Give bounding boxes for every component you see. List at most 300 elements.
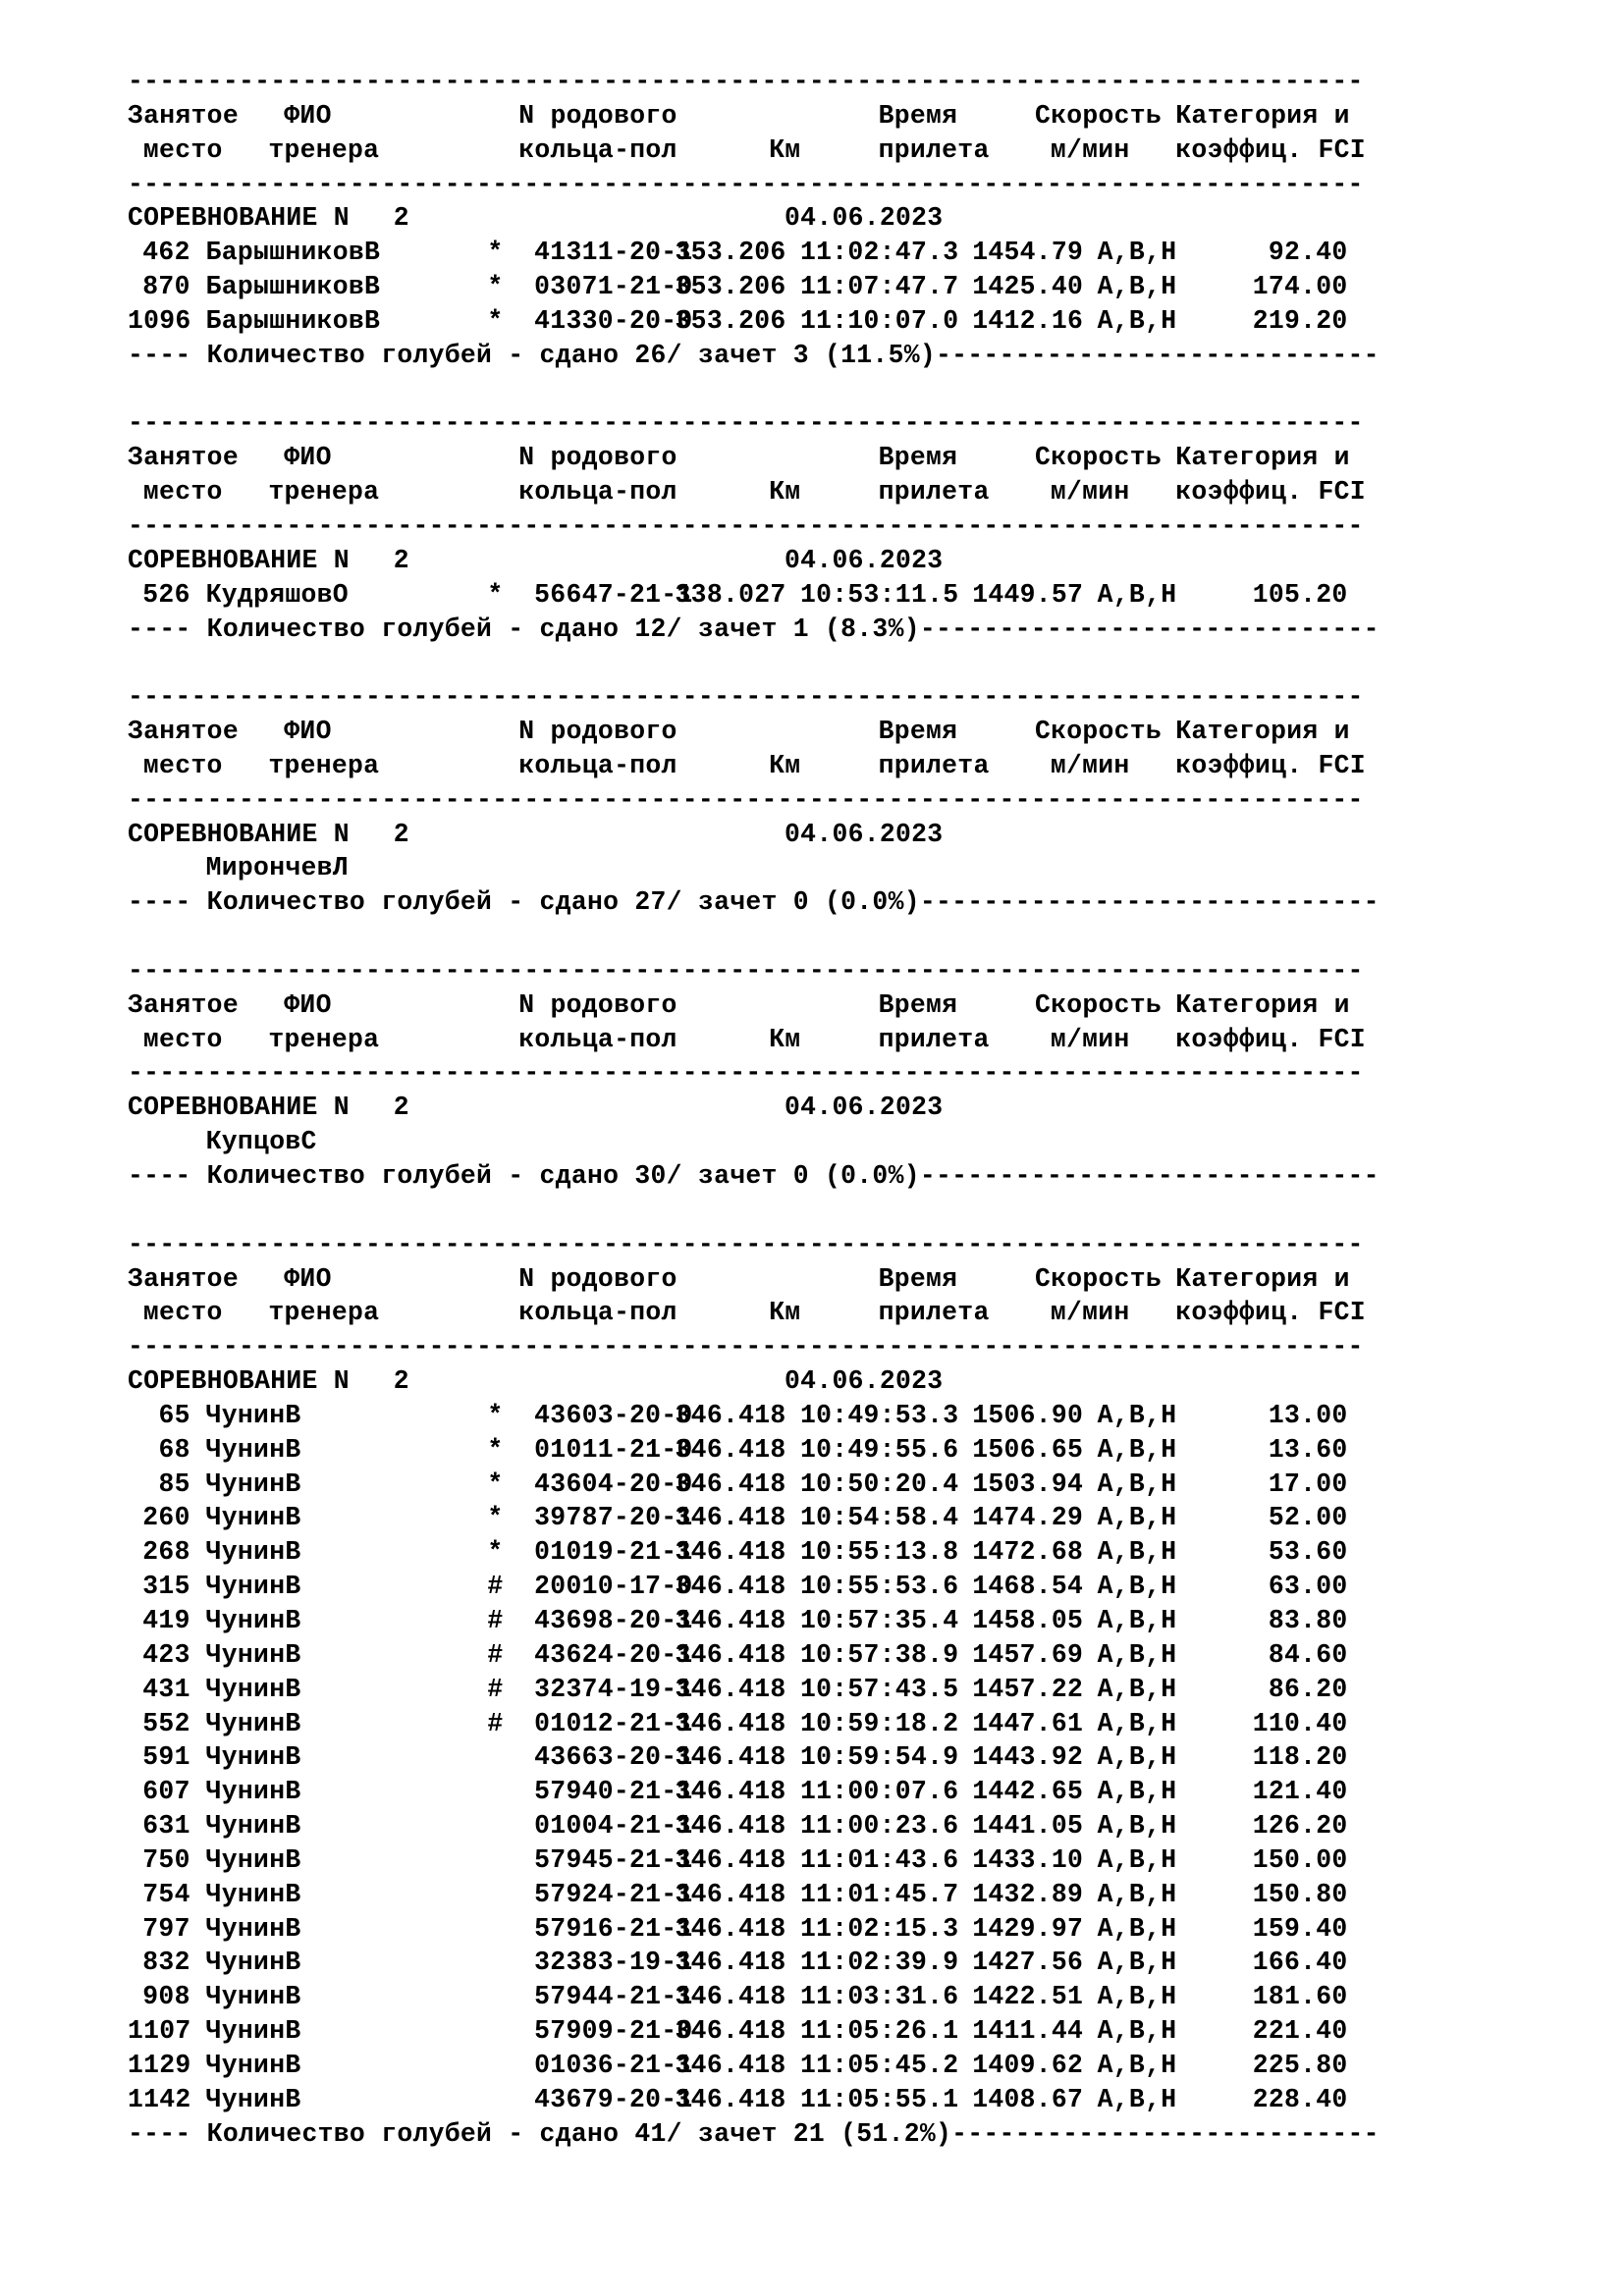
table-row [128, 2014, 1600, 2049]
table-row [128, 1878, 1600, 1912]
column-header: кольца-пол [518, 750, 677, 780]
table-row [128, 1604, 1600, 1638]
time-cell: 10:59:18.2 [799, 1708, 959, 1738]
coef-cell: 228.40 [1252, 2084, 1348, 2114]
ring-cell: 01012-21-1 [534, 1708, 693, 1738]
summary-footer: ---- Количество голубей - сдано 12/ зачет 1 (8.3%)----------------------------- [128, 614, 1380, 644]
speed-cell: 1506.65 [972, 1434, 1084, 1465]
time-cell: 11:01:45.7 [799, 1879, 959, 1909]
table-row [128, 578, 1600, 613]
column-header: Км [769, 1298, 801, 1328]
mark-cell: * [487, 1537, 504, 1568]
mark-cell: # [487, 1605, 504, 1635]
speed-cell: 1425.40 [972, 272, 1084, 302]
ring-cell: 01036-21-1 [534, 2050, 693, 2080]
speed-cell: 1503.94 [972, 1468, 1084, 1499]
table-header-row-2 [128, 475, 1600, 509]
place-cell: 260 [142, 1503, 190, 1533]
category-cell: А,В,Н [1097, 2016, 1177, 2047]
table-header-row-2 [128, 1023, 1600, 1057]
table-row [128, 1433, 1600, 1468]
speed-cell: 1443.92 [972, 1742, 1084, 1773]
separator-line: ------------------------------------------------------------------------------ [128, 682, 1364, 713]
km-cell: 346.418 [675, 1811, 786, 1842]
time-cell: 11:05:26.1 [799, 2016, 959, 2047]
competition-date: 04.06.2023 [785, 1093, 944, 1123]
km-cell: 346.418 [675, 1434, 786, 1465]
competition-number: 2 [393, 545, 409, 575]
speed-cell: 1422.51 [972, 1982, 1084, 2012]
coef-cell: 221.40 [1252, 2016, 1348, 2047]
column-header: Категория и [1175, 1263, 1350, 1294]
column-header: прилета [878, 1298, 990, 1328]
table-header-row-2 [128, 133, 1600, 168]
column-header: коэффиц. FCI [1175, 134, 1366, 165]
mark-cell: * [487, 305, 504, 336]
place-cell: 462 [142, 238, 190, 268]
table-row [128, 1673, 1600, 1707]
km-cell: 346.418 [675, 1674, 786, 1704]
column-header: прилета [878, 134, 990, 165]
trainer-cell: ЧунинВ [205, 1913, 301, 1944]
time-cell: 10:49:55.6 [799, 1434, 959, 1465]
blank-line [128, 373, 1600, 407]
column-header: место [142, 134, 223, 165]
table-header-row-1 [128, 715, 1600, 749]
column-header: коэффиц. FCI [1175, 750, 1366, 780]
speed-cell: 1411.44 [972, 2016, 1084, 2047]
time-cell: 11:01:43.6 [799, 1844, 959, 1875]
category-cell: А,В,Н [1097, 1434, 1177, 1465]
place-cell: 423 [142, 1639, 190, 1670]
km-cell: 346.418 [675, 1503, 786, 1533]
column-header: ФИО [284, 443, 332, 473]
competition-number: 2 [393, 819, 409, 849]
separator-line: ------------------------------------------------------------------------------ [128, 1229, 1364, 1259]
category-cell: А,В,Н [1097, 305, 1177, 336]
table-row [128, 270, 1600, 304]
column-header: Скорость [1034, 1263, 1163, 1294]
time-cell: 10:57:43.5 [799, 1674, 959, 1704]
column-header: кольца-пол [518, 1298, 677, 1328]
column-header: ФИО [284, 1263, 332, 1294]
speed-cell: 1412.16 [972, 305, 1084, 336]
column-header: Скорость [1034, 717, 1163, 747]
table-row [128, 304, 1600, 339]
mark-cell: * [487, 1468, 504, 1499]
category-cell: А,В,Н [1097, 1742, 1177, 1773]
column-header: Категория и [1175, 989, 1350, 1020]
coef-cell: 126.20 [1252, 1811, 1348, 1842]
table-row [128, 1535, 1600, 1570]
column-header: Категория и [1175, 100, 1350, 131]
ring-cell: 43604-20-0 [534, 1468, 693, 1499]
coef-cell: 13.00 [1268, 1400, 1348, 1430]
coef-cell: 13.60 [1268, 1434, 1348, 1465]
competition-number: 2 [393, 1093, 409, 1123]
category-cell: А,В,Н [1097, 238, 1177, 268]
place-cell: 431 [142, 1674, 190, 1704]
blank-line [128, 920, 1600, 954]
ring-cell: 41311-20-1 [534, 238, 693, 268]
time-cell: 10:55:13.8 [799, 1537, 959, 1568]
competition-label: СОРЕВНОВАНИЕ N [128, 819, 350, 849]
time-cell: 11:05:55.1 [799, 2084, 959, 2114]
time-cell: 11:10:07.0 [799, 305, 959, 336]
table-header-row-2 [128, 749, 1600, 783]
place-cell: 797 [142, 1913, 190, 1944]
column-header: Время [878, 989, 958, 1020]
column-header: м/мин [1050, 477, 1130, 507]
trainer-cell: ЧунинВ [205, 1742, 301, 1773]
column-header: место [142, 1024, 223, 1054]
column-header: Скорость [1034, 989, 1163, 1020]
table-row [128, 1501, 1600, 1535]
time-cell: 10:54:58.4 [799, 1503, 959, 1533]
mark-cell: # [487, 1572, 504, 1602]
speed-cell: 1441.05 [972, 1811, 1084, 1842]
ring-cell: 43679-20-1 [534, 2084, 693, 2114]
speed-cell: 1474.29 [972, 1503, 1084, 1533]
km-cell: 353.206 [675, 272, 786, 302]
competition-line [128, 544, 1600, 578]
trainer-cell: ЧунинВ [205, 1982, 301, 2012]
column-header: Км [769, 750, 801, 780]
coef-cell: 225.80 [1252, 2050, 1348, 2080]
coef-cell: 159.40 [1252, 1913, 1348, 1944]
ring-cell: 57945-21-1 [534, 1844, 693, 1875]
category-cell: А,В,Н [1097, 1879, 1177, 1909]
trainer-cell: ЧунинВ [205, 1777, 301, 1807]
column-header: Км [769, 134, 801, 165]
column-header: ФИО [284, 717, 332, 747]
ring-cell: 57944-21-1 [534, 1982, 693, 2012]
km-cell: 346.418 [675, 2050, 786, 2080]
km-cell: 346.418 [675, 1844, 786, 1875]
table-row [128, 1843, 1600, 1878]
column-header: коэффиц. FCI [1175, 1024, 1366, 1054]
table-row [128, 1707, 1600, 1741]
column-header: Км [769, 1024, 801, 1054]
km-cell: 346.418 [675, 1742, 786, 1773]
column-header: прилета [878, 750, 990, 780]
time-cell: 10:49:53.3 [799, 1400, 959, 1430]
trainer-row [128, 851, 1600, 885]
place-cell: 268 [142, 1537, 190, 1568]
competition-line [128, 1091, 1600, 1125]
ring-cell: 43624-20-1 [534, 1639, 693, 1670]
place-cell: 65 [158, 1400, 190, 1430]
trainer-row [128, 1125, 1600, 1159]
trainer-cell: ЧунинВ [205, 1708, 301, 1738]
table-row [128, 1775, 1600, 1809]
place-cell: 631 [142, 1811, 190, 1842]
competition-number: 2 [393, 203, 409, 234]
km-cell: 346.418 [675, 1777, 786, 1807]
separator-line: ------------------------------------------------------------------------------ [128, 408, 1364, 439]
place-cell: 419 [142, 1605, 190, 1635]
separator-line: ------------------------------------------------------------------------------ [128, 955, 1364, 986]
column-header: Скорость [1034, 443, 1163, 473]
km-cell: 346.418 [675, 1879, 786, 1909]
time-cell: 11:00:23.6 [799, 1811, 959, 1842]
mark-cell: * [487, 1434, 504, 1465]
speed-cell: 1468.54 [972, 1572, 1084, 1602]
table-header-row-2 [128, 1296, 1600, 1330]
column-header: кольца-пол [518, 477, 677, 507]
column-header: Время [878, 443, 958, 473]
km-cell: 346.418 [675, 1605, 786, 1635]
summary-footer: ---- Количество голубей - сдано 41/ зачет 21 (51.2%)--------------------------- [128, 2118, 1380, 2149]
trainer-cell: ЧунинВ [205, 1605, 301, 1635]
km-cell: 346.418 [675, 1708, 786, 1738]
column-header: м/мин [1050, 750, 1130, 780]
column-header: Время [878, 100, 958, 131]
coef-cell: 92.40 [1268, 238, 1348, 268]
column-header: Время [878, 1263, 958, 1294]
coef-cell: 181.60 [1252, 1982, 1348, 2012]
column-header: место [142, 477, 223, 507]
speed-cell: 1457.22 [972, 1674, 1084, 1704]
km-cell: 346.418 [675, 1639, 786, 1670]
blank-line [128, 1194, 1600, 1228]
place-cell: 68 [158, 1434, 190, 1465]
km-cell: 338.027 [675, 579, 786, 610]
competition-line [128, 1364, 1600, 1399]
ring-cell: 56647-21-1 [534, 579, 693, 610]
trainer-cell: БарышниковВ [205, 305, 381, 336]
coef-cell: 63.00 [1268, 1572, 1348, 1602]
coef-cell: 121.40 [1252, 1777, 1348, 1807]
coef-cell: 174.00 [1252, 272, 1348, 302]
place-cell: 591 [142, 1742, 190, 1773]
competition-label: СОРЕВНОВАНИЕ N [128, 545, 350, 575]
time-cell: 11:00:07.6 [799, 1777, 959, 1807]
table-row [128, 2049, 1600, 2083]
column-header: коэффиц. FCI [1175, 1298, 1366, 1328]
time-cell: 10:50:20.4 [799, 1468, 959, 1499]
table-row [128, 2083, 1600, 2117]
competition-label: СОРЕВНОВАНИЕ N [128, 1366, 350, 1397]
coef-cell: 110.40 [1252, 1708, 1348, 1738]
summary-footer: ---- Количество голубей - сдано 27/ зачет 0 (0.0%)----------------------------- [128, 887, 1380, 918]
category-cell: А,В,Н [1097, 1639, 1177, 1670]
competition-date: 04.06.2023 [785, 545, 944, 575]
table-row [128, 1980, 1600, 2014]
ring-cell: 41330-20-0 [534, 305, 693, 336]
ring-cell: 32374-19-1 [534, 1674, 693, 1704]
time-cell: 10:57:38.9 [799, 1639, 959, 1670]
mark-cell: # [487, 1708, 504, 1738]
time-cell: 11:05:45.2 [799, 2050, 959, 2080]
category-cell: А,В,Н [1097, 1468, 1177, 1499]
place-cell: 315 [142, 1572, 190, 1602]
coef-cell: 17.00 [1268, 1468, 1348, 1499]
category-cell: А,В,Н [1097, 1982, 1177, 2012]
category-cell: А,В,Н [1097, 1572, 1177, 1602]
ring-cell: 01011-21-0 [534, 1434, 693, 1465]
time-cell: 11:02:47.3 [799, 238, 959, 268]
separator-line: ------------------------------------------------------------------------------ [128, 510, 1364, 541]
separator-line: ------------------------------------------------------------------------------ [128, 1058, 1364, 1089]
speed-cell: 1457.69 [972, 1639, 1084, 1670]
table-row [128, 236, 1600, 270]
column-header: Время [878, 717, 958, 747]
place-cell: 754 [142, 1879, 190, 1909]
km-cell: 346.418 [675, 2084, 786, 2114]
summary-footer: ---- Количество голубей - сдано 30/ зачет 0 (0.0%)----------------------------- [128, 1161, 1380, 1191]
summary-footer: ---- Количество голубей - сдано 26/ зачет 3 (11.5%)---------------------------- [128, 340, 1380, 370]
column-header: м/мин [1050, 1298, 1130, 1328]
column-header: тренера [268, 750, 380, 780]
km-cell: 346.418 [675, 1572, 786, 1602]
table-row [128, 1638, 1600, 1673]
mark-cell: * [487, 238, 504, 268]
category-cell: А,В,Н [1097, 1708, 1177, 1738]
table-row [128, 1912, 1600, 1947]
competition-date: 04.06.2023 [785, 203, 944, 234]
column-header: N родового [518, 1263, 677, 1294]
column-header: Занятое [128, 717, 239, 747]
coef-cell: 83.80 [1268, 1605, 1348, 1635]
trainer-cell: ЧунинВ [205, 1811, 301, 1842]
trainer-cell: ЧунинВ [205, 1844, 301, 1875]
trainer-cell: ЧунинВ [205, 1537, 301, 1568]
mark-cell: * [487, 579, 504, 610]
category-cell: А,В,Н [1097, 1605, 1177, 1635]
competition-line [128, 818, 1600, 852]
competition-label: СОРЕВНОВАНИЕ N [128, 1093, 350, 1123]
time-cell: 11:02:39.9 [799, 1948, 959, 1978]
trainer-cell: ЧунинВ [205, 1400, 301, 1430]
column-header: N родового [518, 717, 677, 747]
ring-cell: 32383-19-1 [534, 1948, 693, 1978]
separator-line: ------------------------------------------------------------------------------ [128, 67, 1364, 96]
trainer-cell: КудряшовО [205, 579, 349, 610]
km-cell: 353.206 [675, 305, 786, 336]
column-header: коэффиц. FCI [1175, 477, 1366, 507]
column-header: ФИО [284, 100, 332, 131]
place-cell: 1107 [128, 2016, 191, 2047]
time-cell: 10:57:35.4 [799, 1605, 959, 1635]
column-header: кольца-пол [518, 1024, 677, 1054]
speed-cell: 1472.68 [972, 1537, 1084, 1568]
trainer-cell: ЧунинВ [205, 1572, 301, 1602]
competition-date: 04.06.2023 [785, 1366, 944, 1397]
place-cell: 832 [142, 1948, 190, 1978]
place-cell: 85 [158, 1468, 190, 1499]
place-cell: 526 [142, 579, 190, 610]
column-header: Занятое [128, 100, 239, 131]
trainer-cell: ЧунинВ [205, 1879, 301, 1909]
competition-line [128, 201, 1600, 236]
competition-date: 04.06.2023 [785, 819, 944, 849]
trainer-cell: ЧунинВ [205, 2084, 301, 2114]
time-cell: 10:53:11.5 [799, 579, 959, 610]
table-row [128, 1399, 1600, 1433]
speed-cell: 1442.65 [972, 1777, 1084, 1807]
ring-cell: 43698-20-1 [534, 1605, 693, 1635]
column-header: тренера [268, 1024, 380, 1054]
category-cell: А,В,Н [1097, 1674, 1177, 1704]
time-cell: 11:03:31.6 [799, 1982, 959, 2012]
competition-label: СОРЕВНОВАНИЕ N [128, 203, 350, 234]
km-cell: 346.418 [675, 1913, 786, 1944]
column-header: кольца-пол [518, 134, 677, 165]
time-cell: 11:07:47.7 [799, 272, 959, 302]
column-header: м/мин [1050, 1024, 1130, 1054]
ring-cell: 43663-20-1 [534, 1742, 693, 1773]
trainer-cell: ЧунинВ [205, 1503, 301, 1533]
mark-cell: * [487, 272, 504, 302]
column-header: Занятое [128, 443, 239, 473]
category-cell: А,В,Н [1097, 1948, 1177, 1978]
table-header-row-1 [128, 441, 1600, 475]
table-row [128, 1468, 1600, 1502]
results-document [128, 65, 1600, 2151]
category-cell: А,В,Н [1097, 1811, 1177, 1842]
ring-cell: 57916-21-1 [534, 1913, 693, 1944]
blank-line [128, 646, 1600, 680]
category-cell: А,В,Н [1097, 272, 1177, 302]
trainer-cell: ЧунинВ [205, 1674, 301, 1704]
coef-cell: 84.60 [1268, 1639, 1348, 1670]
table-row [128, 1740, 1600, 1775]
column-header: N родового [518, 989, 677, 1020]
km-cell: 346.418 [675, 2016, 786, 2047]
ring-cell: 03071-21-0 [534, 272, 693, 302]
column-header: м/мин [1050, 134, 1130, 165]
trainer-name: КупцовС [205, 1127, 317, 1157]
separator-line: ------------------------------------------------------------------------------ [128, 1332, 1364, 1362]
mark-cell: # [487, 1674, 504, 1704]
category-cell: А,В,Н [1097, 1537, 1177, 1568]
coef-cell: 150.00 [1252, 1844, 1348, 1875]
coef-cell: 86.20 [1268, 1674, 1348, 1704]
speed-cell: 1506.90 [972, 1400, 1084, 1430]
km-cell: 346.418 [675, 1948, 786, 1978]
column-header: прилета [878, 477, 990, 507]
category-cell: А,В,Н [1097, 2050, 1177, 2080]
category-cell: А,В,Н [1097, 2084, 1177, 2114]
separator-line: ------------------------------------------------------------------------------ [128, 784, 1364, 815]
place-cell: 552 [142, 1708, 190, 1738]
speed-cell: 1454.79 [972, 238, 1084, 268]
coef-cell: 52.00 [1268, 1503, 1348, 1533]
column-header: ФИО [284, 989, 332, 1020]
table-header-row-1 [128, 1262, 1600, 1297]
trainer-name: МирончевЛ [205, 853, 349, 883]
coef-cell: 105.20 [1252, 579, 1348, 610]
category-cell: А,В,Н [1097, 579, 1177, 610]
km-cell: 353.206 [675, 238, 786, 268]
ring-cell: 01004-21-1 [534, 1811, 693, 1842]
ring-cell: 57909-21-0 [534, 2016, 693, 2047]
category-cell: А,В,Н [1097, 1503, 1177, 1533]
column-header: прилета [878, 1024, 990, 1054]
category-cell: А,В,Н [1097, 1400, 1177, 1430]
category-cell: А,В,Н [1097, 1844, 1177, 1875]
trainer-cell: БарышниковВ [205, 272, 381, 302]
coef-cell: 53.60 [1268, 1537, 1348, 1568]
column-header: место [142, 1298, 223, 1328]
km-cell: 346.418 [675, 1468, 786, 1499]
speed-cell: 1427.56 [972, 1948, 1084, 1978]
speed-cell: 1458.05 [972, 1605, 1084, 1635]
time-cell: 10:59:54.9 [799, 1742, 959, 1773]
column-header: Категория и [1175, 443, 1350, 473]
trainer-cell: ЧунинВ [205, 2016, 301, 2047]
